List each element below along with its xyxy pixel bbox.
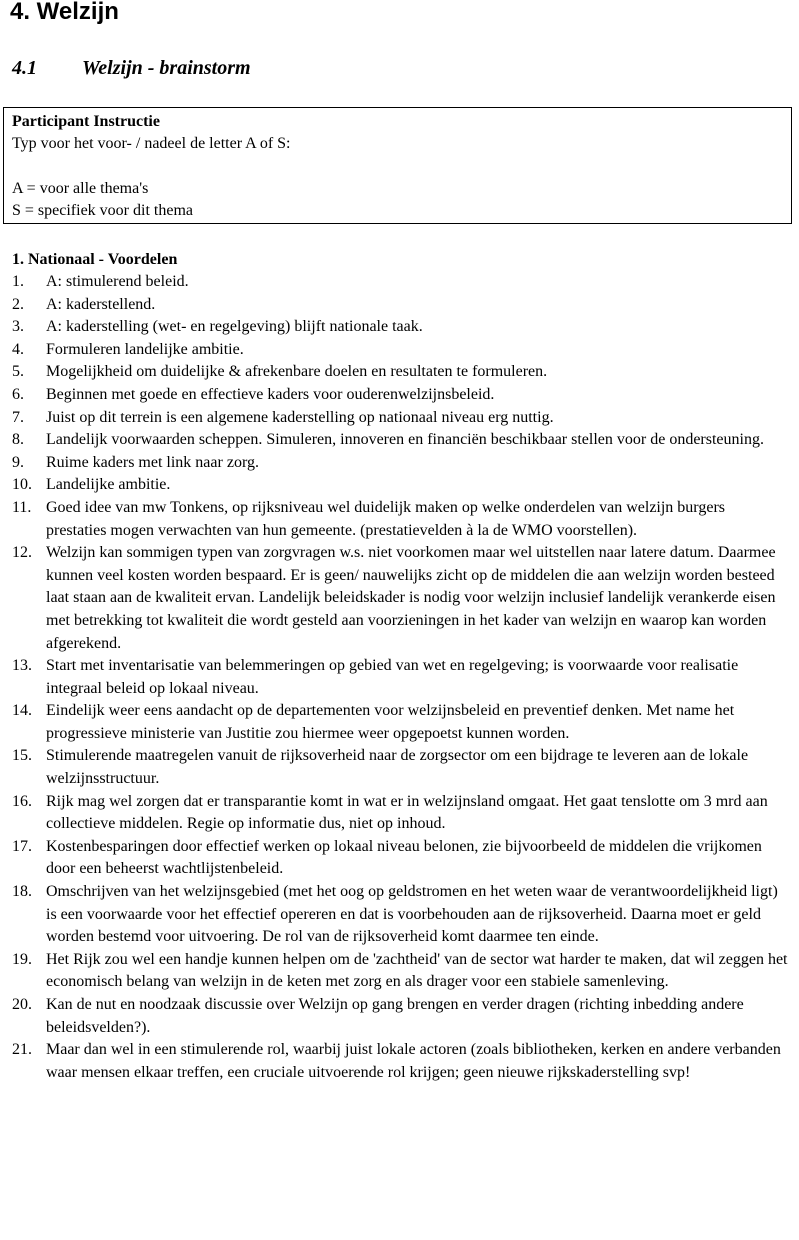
list-item-text: Goed idee van mw Tonkens, op rijksniveau wel duidelijk maken op welke onderdelen van welzijn burgers prestaties mogen verwachten van hun gemeente. (prestatievelden à la de WMO voorstellen).: [46, 498, 725, 539]
list-item: [12, 452, 788, 475]
list-item: [12, 542, 788, 655]
list-item: [12, 384, 788, 407]
list-item-text: Ruime kaders met link naar zorg.: [46, 453, 259, 471]
list-item: [12, 271, 788, 294]
section-number: 4.1: [12, 57, 37, 79]
list-item: [12, 339, 788, 362]
list-item-number: 7.: [12, 408, 24, 426]
list-item-text: Kostenbesparingen door effectief werken op lokaal niveau belonen, zie bijvoorbeeld de middelen die vrijkomen door een beheerst wachtlijstenbeleid.: [46, 837, 762, 878]
list-item: [12, 994, 788, 1039]
list-item: [12, 497, 788, 542]
list-item-number: 18.: [12, 883, 32, 901]
list-item-text: Beginnen met goede en effectieve kaders voor ouderenwelzijnsbeleid.: [46, 385, 495, 403]
list-item-number: 3.: [12, 318, 24, 336]
list-item: [12, 700, 788, 745]
list-item-text: A: kaderstellend.: [46, 295, 156, 313]
section-title: Welzijn - brainstorm: [82, 57, 251, 79]
list-item-text: Landelijke ambitie.: [46, 476, 171, 494]
list-item-text: Landelijk voorwaarden scheppen. Simuleren, innoveren en financiën beschikbaar stellen voor de ondersteuning.: [46, 431, 764, 449]
list-item-number: 12.: [12, 544, 32, 562]
list-item-text: Maar dan wel in een stimulerende rol, waarbij juist lokale actoren (zoals bibliotheken, kerken en andere verbanden waar mensen elkaar treffen, een cruciale uitvoerende rol krijgen; geen nieuwe rijkskaderstelling svp!: [46, 1041, 781, 1081]
list-item-number: 16.: [12, 792, 32, 810]
list-item-number: 8.: [12, 431, 24, 449]
list-item: [12, 407, 788, 430]
list-item: [12, 881, 788, 949]
list-item-text: Welzijn kan sommigen typen van zorgvragen w.s. niet voorkomen maar wel uitstellen naar latere datum. Daarmee kunnen veel kosten worden bespaard. Er is geen/ nauwelijks zicht op de middelen die aan welzijn worden besteed laat staan aan de kwaliteit ervan. Landelijk beleidskader is nodig voor welzijn inclusief landelijk verankerde eisen met betrekking tot kwaliteit die wordt gesteld aan voorzieningen in het kader van welzijn en waarop kan worden afgerekend.: [46, 544, 776, 652]
instruction-line-1: Typ voor het voor- / nadeel de letter A of S:: [12, 135, 291, 152]
list-item-text: A: kaderstelling (wet- en regelgeving) blijft nationale taak.: [46, 318, 423, 336]
list-item: [12, 791, 788, 836]
list-item: [12, 316, 788, 339]
list-item-text: Start met inventarisatie van belemmeringen op gebied van wet en regelgeving; is voorwaarde voor realisatie integraal beleid op lokaal niveau.: [46, 657, 739, 697]
list-item-text: A: stimulerend beleid.: [46, 273, 189, 290]
list-item-number: 10.: [12, 476, 32, 494]
list-item: [12, 474, 788, 497]
list-item-number: 6.: [12, 385, 24, 403]
list-item-number: 2.: [12, 295, 24, 313]
list-item: [12, 745, 788, 790]
section-heading: [12, 53, 251, 83]
list-item-number: 21.: [12, 1041, 32, 1059]
list-item-number: 17.: [12, 837, 32, 855]
list-heading: 1. Nationaal - Voordelen: [12, 251, 178, 268]
list-item-text: Het Rijk zou wel een handje kunnen helpen om de 'zachtheid' van de sector wat harder te maken, dat wil zeggen het economisch belang van welzijn in de keten met zorg en als drager voor een stabiele samenleving.: [46, 950, 788, 991]
list-item-text: Kan de nut en noodzaak discussie over Welzijn op gang brengen en verder dragen (richting inbedding andere beleidsvelden?).: [46, 996, 744, 1036]
list-item-number: 19.: [12, 950, 32, 968]
list-item: [12, 294, 788, 317]
list-item-number: 20.: [12, 996, 32, 1013]
list-item-text: Stimulerende maatregelen vanuit de rijksoverheid naar de zorgsector om een bijdrage te leveren aan de lokale welzijnsstructuur.: [46, 747, 749, 788]
list-item-text: Omschrijven van het welzijnsgebied (met het oog op geldstromen en het weten waar de verantwoordelijkheid ligt) is een voorwaarde voor het effectief opereren en dat is voorbehouden aan de rijksoverheid. Daarna moet er geld worden bestemd voor uitvoering. De rol van de rijksoverheid komt daarmee ten einde.: [46, 883, 778, 946]
list-item-number: 14.: [12, 702, 32, 720]
list-item-number: 9.: [12, 453, 24, 471]
list-item-number: 4.: [12, 340, 24, 358]
list-item-number: 15.: [12, 747, 32, 765]
list-item-number: 1.: [12, 273, 24, 290]
instruction-line-2: A = voor alle thema's: [12, 180, 149, 197]
list-item: [12, 429, 788, 452]
list-item: [12, 836, 788, 881]
list-item: [12, 361, 788, 384]
instruction-title: Participant Instructie: [12, 113, 160, 130]
list-item: [12, 949, 788, 994]
advantages-list: [12, 271, 788, 1084]
list-item-text: Formuleren landelijke ambitie.: [46, 340, 244, 358]
list-item-number: 5.: [12, 363, 24, 381]
list-item-text: Juist op dit terrein is een algemene kaderstelling op nationaal niveau erg nuttig.: [46, 408, 554, 426]
list-item-number: 13.: [12, 657, 32, 675]
instruction-line-3: S = specifiek voor dit thema: [12, 202, 193, 219]
list-item-number: 11.: [12, 498, 32, 516]
instruction-box: [3, 107, 792, 224]
list-item: [12, 1039, 788, 1084]
page-heading: 4. Welzijn: [10, 0, 119, 25]
list-item-text: Eindelijk weer eens aandacht op de departementen voor welzijnsbeleid en preventief denken. Met name het progressieve ministerie van Justitie zou hiermee weer opgepoetst kunnen worden.: [46, 702, 735, 742]
list-item: [12, 655, 788, 700]
list-item-text: Mogelijkheid om duidelijke & afrekenbare doelen en resultaten te formuleren.: [46, 363, 548, 381]
list-item-text: Rijk mag wel zorgen dat er transparantie komt in wat er in welzijnsland omgaat. Het gaat tenslotte om 3 mrd aan collectieve middelen. Regie op informatie dus, niet op inhoud.: [46, 792, 768, 833]
